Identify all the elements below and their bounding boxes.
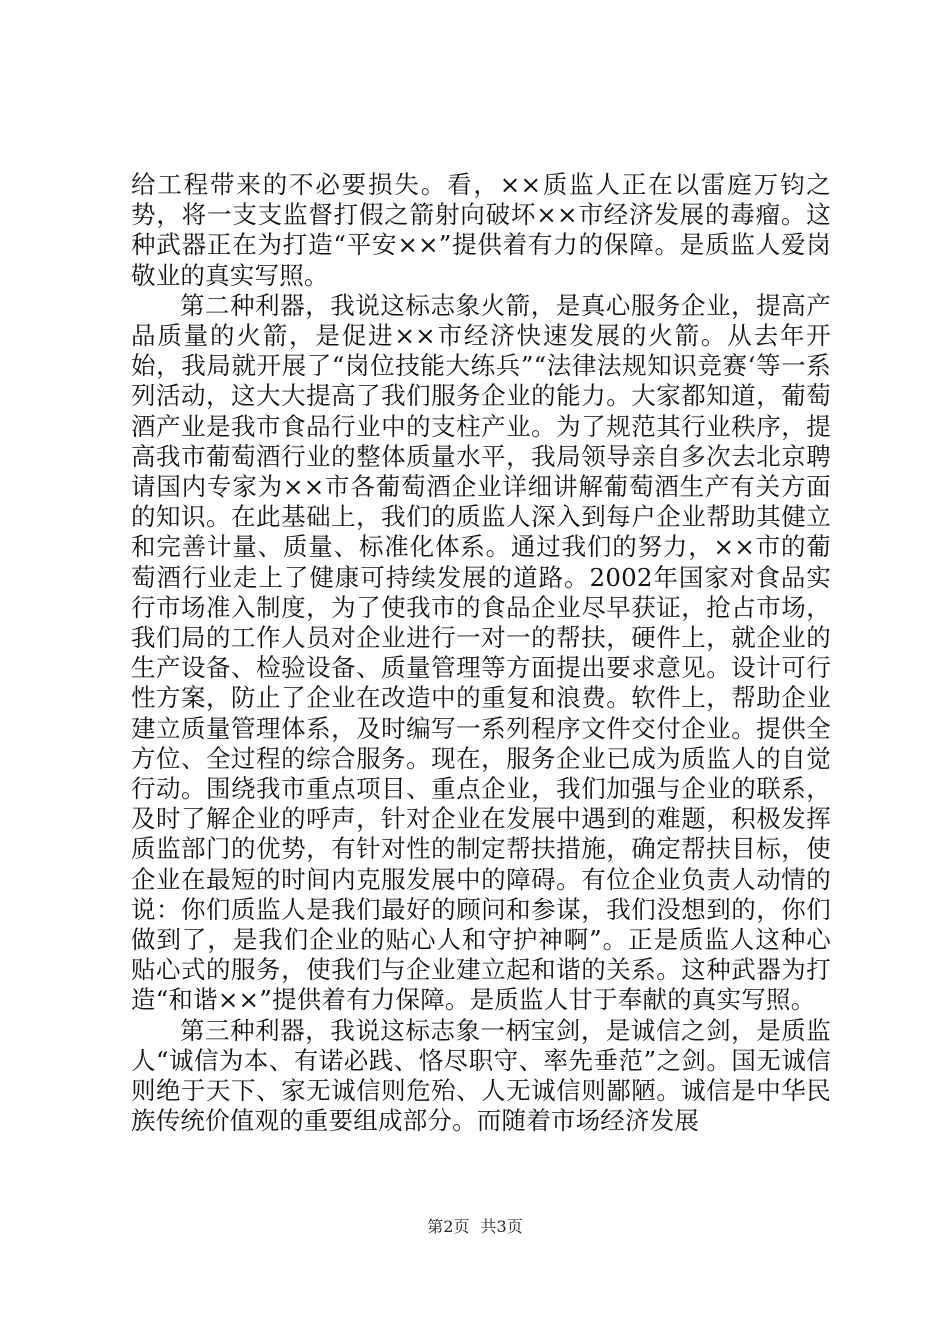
page-number: 第2页	[427, 1217, 470, 1236]
page-footer	[0, 1217, 950, 1237]
paragraph-1: 给工程带来的不必要损失。看，××质监人正在以雷庭万钧之势，将一支支监督打假之箭射向破坏××市经济发展的毒瘤。这种武器正在为打造“平安××”提供着有力的保障。是质监人爱岗敬业的真实写照。	[131, 170, 831, 290]
document-body	[131, 170, 831, 1137]
paragraph-2: 第二种利器，我说这标志象火箭，是真心服务企业，提高产品质量的火箭，是促进××市经济快速发展的火箭。从去年开始，我局就开展了“岗位技能大练兵”“法律法规知识竞赛‘等一系列活动，这大大提高了我们服务企业的能力。大家都知道，葡萄酒产业是我市食品行业中的支柱产业。为了规范其行业秩序，提高我市葡萄酒行业的整体质量水平，我局领导亲自多次去北京聘请国内专家为××市各葡萄酒企业详细讲解葡萄酒生产有关方面的知识。在此基础上，我们的质监人深入到每户企业帮助其健立和完善计量、质量、标准化体系。通过我们的努力，××市的葡萄酒行业走上了健康可持续发展的道路。2002年国家对食品实行市场准入制度，为了使我市的食品企业尽早获证，抢占市场，我们局的工作人员对企业进行一对一的帮扶，硬件上，就企业的生产设备、检验设备、质量管理等方面提出要求意见。设计可行性方案，防止了企业在改造中的重复和浪费。软件上，帮助企业建立质量管理体系，及时编写一系列程序文件交付企业。提供全方位、全过程的综合服务。现在，服务企业已成为质监人的自觉行动。围绕我市重点项目、重点企业，我们加强与企业的联系，及时了解企业的呼声，针对企业在发展中遇到的难题，积极发挥质监部门的优势，有针对性的制定帮扶措施，确定帮扶目标，使企业在最短的时间内克服发展中的障碍。有位企业负责人动情的说：你们质监人是我们最好的顾问和参谋，我们没想到的，你们做到了，是我们企业的贴心人和守护神啊”。正是质监人这种心贴心式的服务，使我们与企业建立起和谐的关系。这种武器为打造“和谐××”提供着有力保障。是质监人甘于奉献的真实写照。	[131, 290, 831, 1015]
paragraph-3: 第三种利器，我说这标志象一柄宝剑，是诚信之剑，是质监人“诚信为本、有诺必践、恪尽职守、率先垂范”之剑。国无诚信则绝于天下、家无诚信则危殆、人无诚信则鄙陋。诚信是中华民族传统价值观的重要组成部分。而随着市场经济发展	[131, 1015, 831, 1136]
page-total: 共3页	[480, 1217, 523, 1236]
